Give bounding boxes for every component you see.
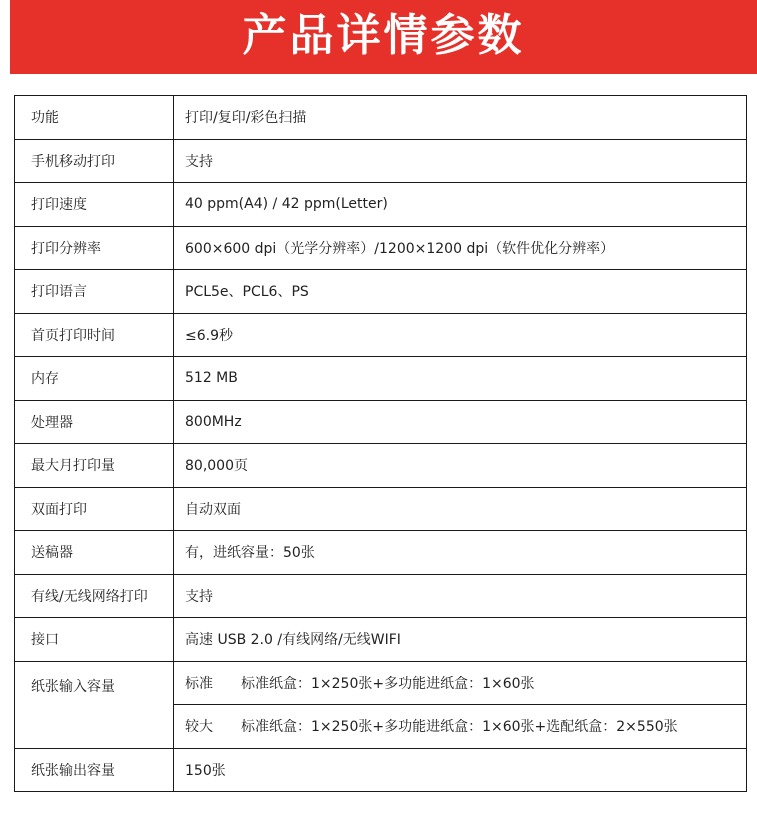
spec-value: 支持 [174, 574, 747, 618]
spec-label: 手机移动打印 [15, 139, 174, 183]
spec-value: 512 MB [174, 357, 747, 401]
spec-value: 800MHz [174, 400, 747, 444]
spec-label: 纸张输出容量 [15, 748, 174, 792]
option-tag: 较大 [185, 719, 213, 736]
spec-value: 有，进纸容量：50张 [174, 531, 747, 575]
table-row [15, 270, 747, 314]
spec-value: 80,000页 [174, 444, 747, 488]
table-row [15, 357, 747, 401]
table-row [15, 139, 747, 183]
spec-label: 打印语言 [15, 270, 174, 314]
spec-value: 150张 [174, 748, 747, 792]
option-tag: 标准 [185, 675, 213, 692]
table-row [15, 313, 747, 357]
spec-label: 打印速度 [15, 183, 174, 227]
spec-value-option [174, 705, 747, 749]
table-row [15, 531, 747, 575]
spec-value: 自动双面 [174, 487, 747, 531]
table-row [15, 618, 747, 662]
spec-value-option [174, 661, 747, 705]
table-row [15, 400, 747, 444]
spec-value: 支持 [174, 139, 747, 183]
spec-label: 双面打印 [15, 487, 174, 531]
spec-value: ≤6.9秒 [174, 313, 747, 357]
table-row [15, 487, 747, 531]
table-row-input-capacity [15, 661, 747, 705]
spec-value: 高速 USB 2.0 /有线网络/无线WIFI [174, 618, 747, 662]
spec-label: 内存 [15, 357, 174, 401]
spec-label: 有线/无线网络打印 [15, 574, 174, 618]
page-title: 产品详情参数 [242, 10, 525, 61]
spec-table [14, 95, 747, 792]
option-detail: 标准纸盒：1×250张+多功能进纸盒：1×60张+选配纸盒：2×550张 [241, 719, 678, 736]
spec-label: 最大月打印量 [15, 444, 174, 488]
header-banner [10, 0, 757, 74]
table-row [15, 748, 747, 792]
spec-label: 首页打印时间 [15, 313, 174, 357]
spec-label: 处理器 [15, 400, 174, 444]
table-row [15, 444, 747, 488]
spec-label: 功能 [15, 96, 174, 140]
table-row [15, 574, 747, 618]
spec-label: 送稿器 [15, 531, 174, 575]
spec-value: 打印/复印/彩色扫描 [174, 96, 747, 140]
spec-label: 纸张输入容量 [15, 661, 174, 748]
spec-value: PCL5e、PCL6、PS [174, 270, 747, 314]
spec-label: 打印分辨率 [15, 226, 174, 270]
table-row [15, 183, 747, 227]
spec-value: 40 ppm(A4) / 42 ppm(Letter) [174, 183, 747, 227]
spec-label: 接口 [15, 618, 174, 662]
table-row [15, 96, 747, 140]
table-row [15, 226, 747, 270]
option-detail: 标准纸盒：1×250张+多功能进纸盒：1×60张 [241, 675, 535, 692]
spec-value: 600×600 dpi（光学分辨率）/1200×1200 dpi（软件优化分辨率） [174, 226, 747, 270]
